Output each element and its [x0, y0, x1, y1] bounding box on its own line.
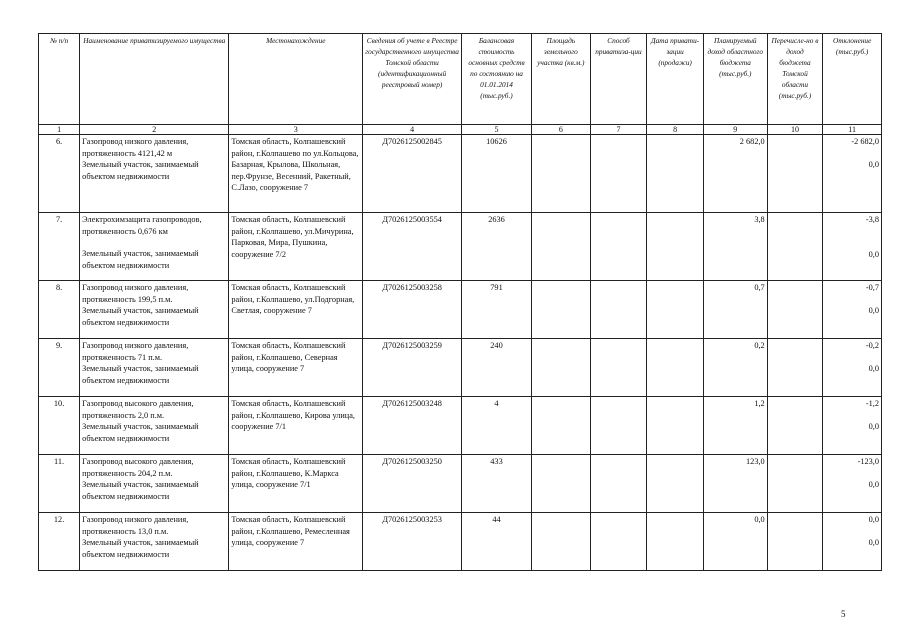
deviation-cell — [823, 135, 882, 213]
privatization-table — [38, 33, 882, 571]
header-cell: Дата привати-зации (продажи) — [647, 34, 704, 125]
column-number: 8 — [647, 125, 704, 135]
land-plot-name: Земельный участок, занимаемый объектом недвижимости — [82, 160, 199, 181]
column-number: 10 — [767, 125, 823, 135]
property-name: Газопровод низкого давления, протяженность 71 п.м. — [82, 341, 189, 362]
deviation-land-value: 0,0 — [868, 305, 879, 315]
column-number: 11 — [823, 125, 882, 135]
balance-value: 10626 — [462, 135, 532, 213]
row-number: 6. — [39, 135, 80, 213]
land-area — [532, 397, 591, 455]
table-row — [39, 339, 882, 397]
deviation-land-value: 0,0 — [868, 421, 879, 431]
column-number: 4 — [363, 125, 462, 135]
deviation-value: -0,2 — [865, 341, 879, 350]
planned-income: 0,0 — [703, 513, 767, 571]
page-number: 5 — [841, 609, 846, 619]
row-number: 9. — [39, 339, 80, 397]
registry-number: Д7026125003259 — [363, 339, 462, 397]
table-row — [39, 135, 882, 213]
column-number: 5 — [462, 125, 532, 135]
deviation-cell — [823, 213, 882, 281]
privatization-date — [647, 339, 704, 397]
row-number: 10. — [39, 397, 80, 455]
transferred-amount — [767, 455, 823, 513]
column-number: 6 — [532, 125, 591, 135]
privatization-method — [590, 135, 647, 213]
location: Томская область, Колпашевский район, г.Колпашево по ул.Кольцова, Базарная, Крылова, Школьная, пер.Фрунзе, Весенний, Ракетный, С.Лазо, сооружение 7 — [229, 135, 363, 213]
property-name: Газопровод низкого давления, протяженность 13,0 п.м. — [82, 515, 189, 536]
table-row — [39, 513, 882, 571]
table-row — [39, 455, 882, 513]
transferred-amount — [767, 513, 823, 571]
property-name-cell — [80, 455, 229, 513]
header-row — [39, 34, 882, 125]
privatization-method — [590, 455, 647, 513]
planned-income: 1,2 — [703, 397, 767, 455]
privatization-date — [647, 455, 704, 513]
registry-number: Д7026125003248 — [363, 397, 462, 455]
column-number: 9 — [703, 125, 767, 135]
transferred-amount — [767, 135, 823, 213]
row-number: 11. — [39, 455, 80, 513]
location: Томская область, Колпашевский район, г.Колпашево, К.Маркса улица, сооружение 7/1 — [229, 455, 363, 513]
header-cell: № п/п — [39, 34, 80, 125]
privatization-date — [647, 135, 704, 213]
property-name: Газопровод высокого давления, протяженность 2,0 п.м. — [82, 399, 194, 420]
deviation-land-value: 0,0 — [868, 249, 879, 259]
property-name-cell — [80, 281, 229, 339]
property-name-cell — [80, 513, 229, 571]
deviation-value: -3,8 — [865, 215, 879, 224]
transferred-amount — [767, 213, 823, 281]
header-cell: Местонахождение — [229, 34, 363, 125]
planned-income: 0,7 — [703, 281, 767, 339]
land-area — [532, 213, 591, 281]
header-cell: Наименование приватизируемого имущества — [80, 34, 229, 125]
land-area — [532, 513, 591, 571]
table-body — [39, 135, 882, 571]
header-cell: Отклонение (тыс.руб.) — [823, 34, 882, 125]
land-plot-name: Земельный участок, занимаемый объектом недвижимости — [82, 306, 199, 327]
privatization-method — [590, 513, 647, 571]
deviation-cell — [823, 281, 882, 339]
location: Томская область, Колпашевский район, г.Колпашево, Кирова улица, сооружение 7/1 — [229, 397, 363, 455]
balance-value: 240 — [462, 339, 532, 397]
location: Томская область, Колпашевский район, г.Колпашево, ул.Подгорная, Светлая, сооружение 7 — [229, 281, 363, 339]
planned-income: 123,0 — [703, 455, 767, 513]
deviation-value: -123,0 — [857, 457, 879, 466]
land-plot-name: Земельный участок, занимаемый объектом недвижимости — [82, 538, 199, 559]
land-plot-name: Земельный участок, занимаемый объектом недвижимости — [82, 480, 199, 501]
land-area — [532, 281, 591, 339]
deviation-land-value: 0,0 — [868, 479, 879, 489]
privatization-method — [590, 281, 647, 339]
column-number: 1 — [39, 125, 80, 135]
property-name-cell — [80, 213, 229, 281]
registry-number: Д7026125003258 — [363, 281, 462, 339]
row-number: 12. — [39, 513, 80, 571]
table-row — [39, 397, 882, 455]
property-name-cell — [80, 339, 229, 397]
land-area — [532, 339, 591, 397]
planned-income: 2 682,0 — [703, 135, 767, 213]
column-number: 7 — [590, 125, 647, 135]
registry-number: Д7026125002845 — [363, 135, 462, 213]
balance-value: 433 — [462, 455, 532, 513]
property-name: Газопровод низкого давления, протяженность 199,5 п.м. — [82, 283, 189, 304]
property-name: Электрохимзащита газопроводов, протяженность 0,676 км — [82, 215, 202, 236]
column-number-row — [39, 125, 882, 135]
property-name: Газопровод высокого давления, протяженность 204,2 п.м. — [82, 457, 194, 478]
privatization-date — [647, 281, 704, 339]
deviation-land-value: 0,0 — [868, 159, 879, 169]
balance-value: 2636 — [462, 213, 532, 281]
privatization-date — [647, 513, 704, 571]
balance-value: 4 — [462, 397, 532, 455]
deviation-value: -0,7 — [865, 283, 879, 292]
deviation-cell — [823, 513, 882, 571]
land-area — [532, 135, 591, 213]
deviation-cell — [823, 397, 882, 455]
column-number: 3 — [229, 125, 363, 135]
property-name: Газопровод низкого давления, протяженность 4121,42 м — [82, 137, 189, 158]
property-name-cell — [80, 135, 229, 213]
deviation-cell — [823, 339, 882, 397]
location: Томская область, Колпашевский район, г.Колпашево, Северная улица, сооружение 7 — [229, 339, 363, 397]
privatization-date — [647, 397, 704, 455]
table-row — [39, 213, 882, 281]
row-number: 8. — [39, 281, 80, 339]
privatization-method — [590, 397, 647, 455]
land-plot-name: Земельный участок, занимаемый объектом недвижимости — [82, 364, 199, 385]
registry-number: Д7026125003554 — [363, 213, 462, 281]
balance-value: 791 — [462, 281, 532, 339]
column-number: 2 — [80, 125, 229, 135]
deviation-value: 0,0 — [868, 515, 879, 524]
header-cell: Площадь земельного участка (кв.м.) — [532, 34, 591, 125]
row-number: 7. — [39, 213, 80, 281]
transferred-amount — [767, 339, 823, 397]
header-cell: Сведения об учете в Реестре государственного имущества Томской области (идентификационный реестровый номер) — [363, 34, 462, 125]
deviation-value: -2 682,0 — [851, 137, 879, 146]
deviation-cell — [823, 455, 882, 513]
header-cell: Способ приватиза-ции — [590, 34, 647, 125]
deviation-value: -1,2 — [865, 399, 879, 408]
location: Томская область, Колпашевский район, г.Колпашево, ул.Мичурина, Парковая, Мира, Пушкина, сооружение 7/2 — [229, 213, 363, 281]
balance-value: 44 — [462, 513, 532, 571]
registry-number: Д7026125003253 — [363, 513, 462, 571]
header-cell: Планируемый доход областного бюджета (тыс.руб.) — [703, 34, 767, 125]
privatization-date — [647, 213, 704, 281]
deviation-land-value: 0,0 — [868, 537, 879, 547]
privatization-method — [590, 213, 647, 281]
property-name-cell — [80, 397, 229, 455]
planned-income: 3,8 — [703, 213, 767, 281]
transferred-amount — [767, 281, 823, 339]
header-cell: Перечисле-но в доход бюджета Томской области (тыс.руб.) — [767, 34, 823, 125]
planned-income: 0,2 — [703, 339, 767, 397]
registry-number: Д7026125003250 — [363, 455, 462, 513]
privatization-method — [590, 339, 647, 397]
deviation-land-value: 0,0 — [868, 363, 879, 373]
table-row — [39, 281, 882, 339]
land-plot-name: Земельный участок, занимаемый объектом недвижимости — [82, 249, 199, 270]
land-area — [532, 455, 591, 513]
header-cell: Балансовая стоимость основных средств по состоянию на 01.01.2014 (тыс.руб.) — [462, 34, 532, 125]
transferred-amount — [767, 397, 823, 455]
location: Томская область, Колпашевский район, г.Колпашево, Ремесленная улица, сооружение 7 — [229, 513, 363, 571]
land-plot-name: Земельный участок, занимаемый объектом недвижимости — [82, 422, 199, 443]
